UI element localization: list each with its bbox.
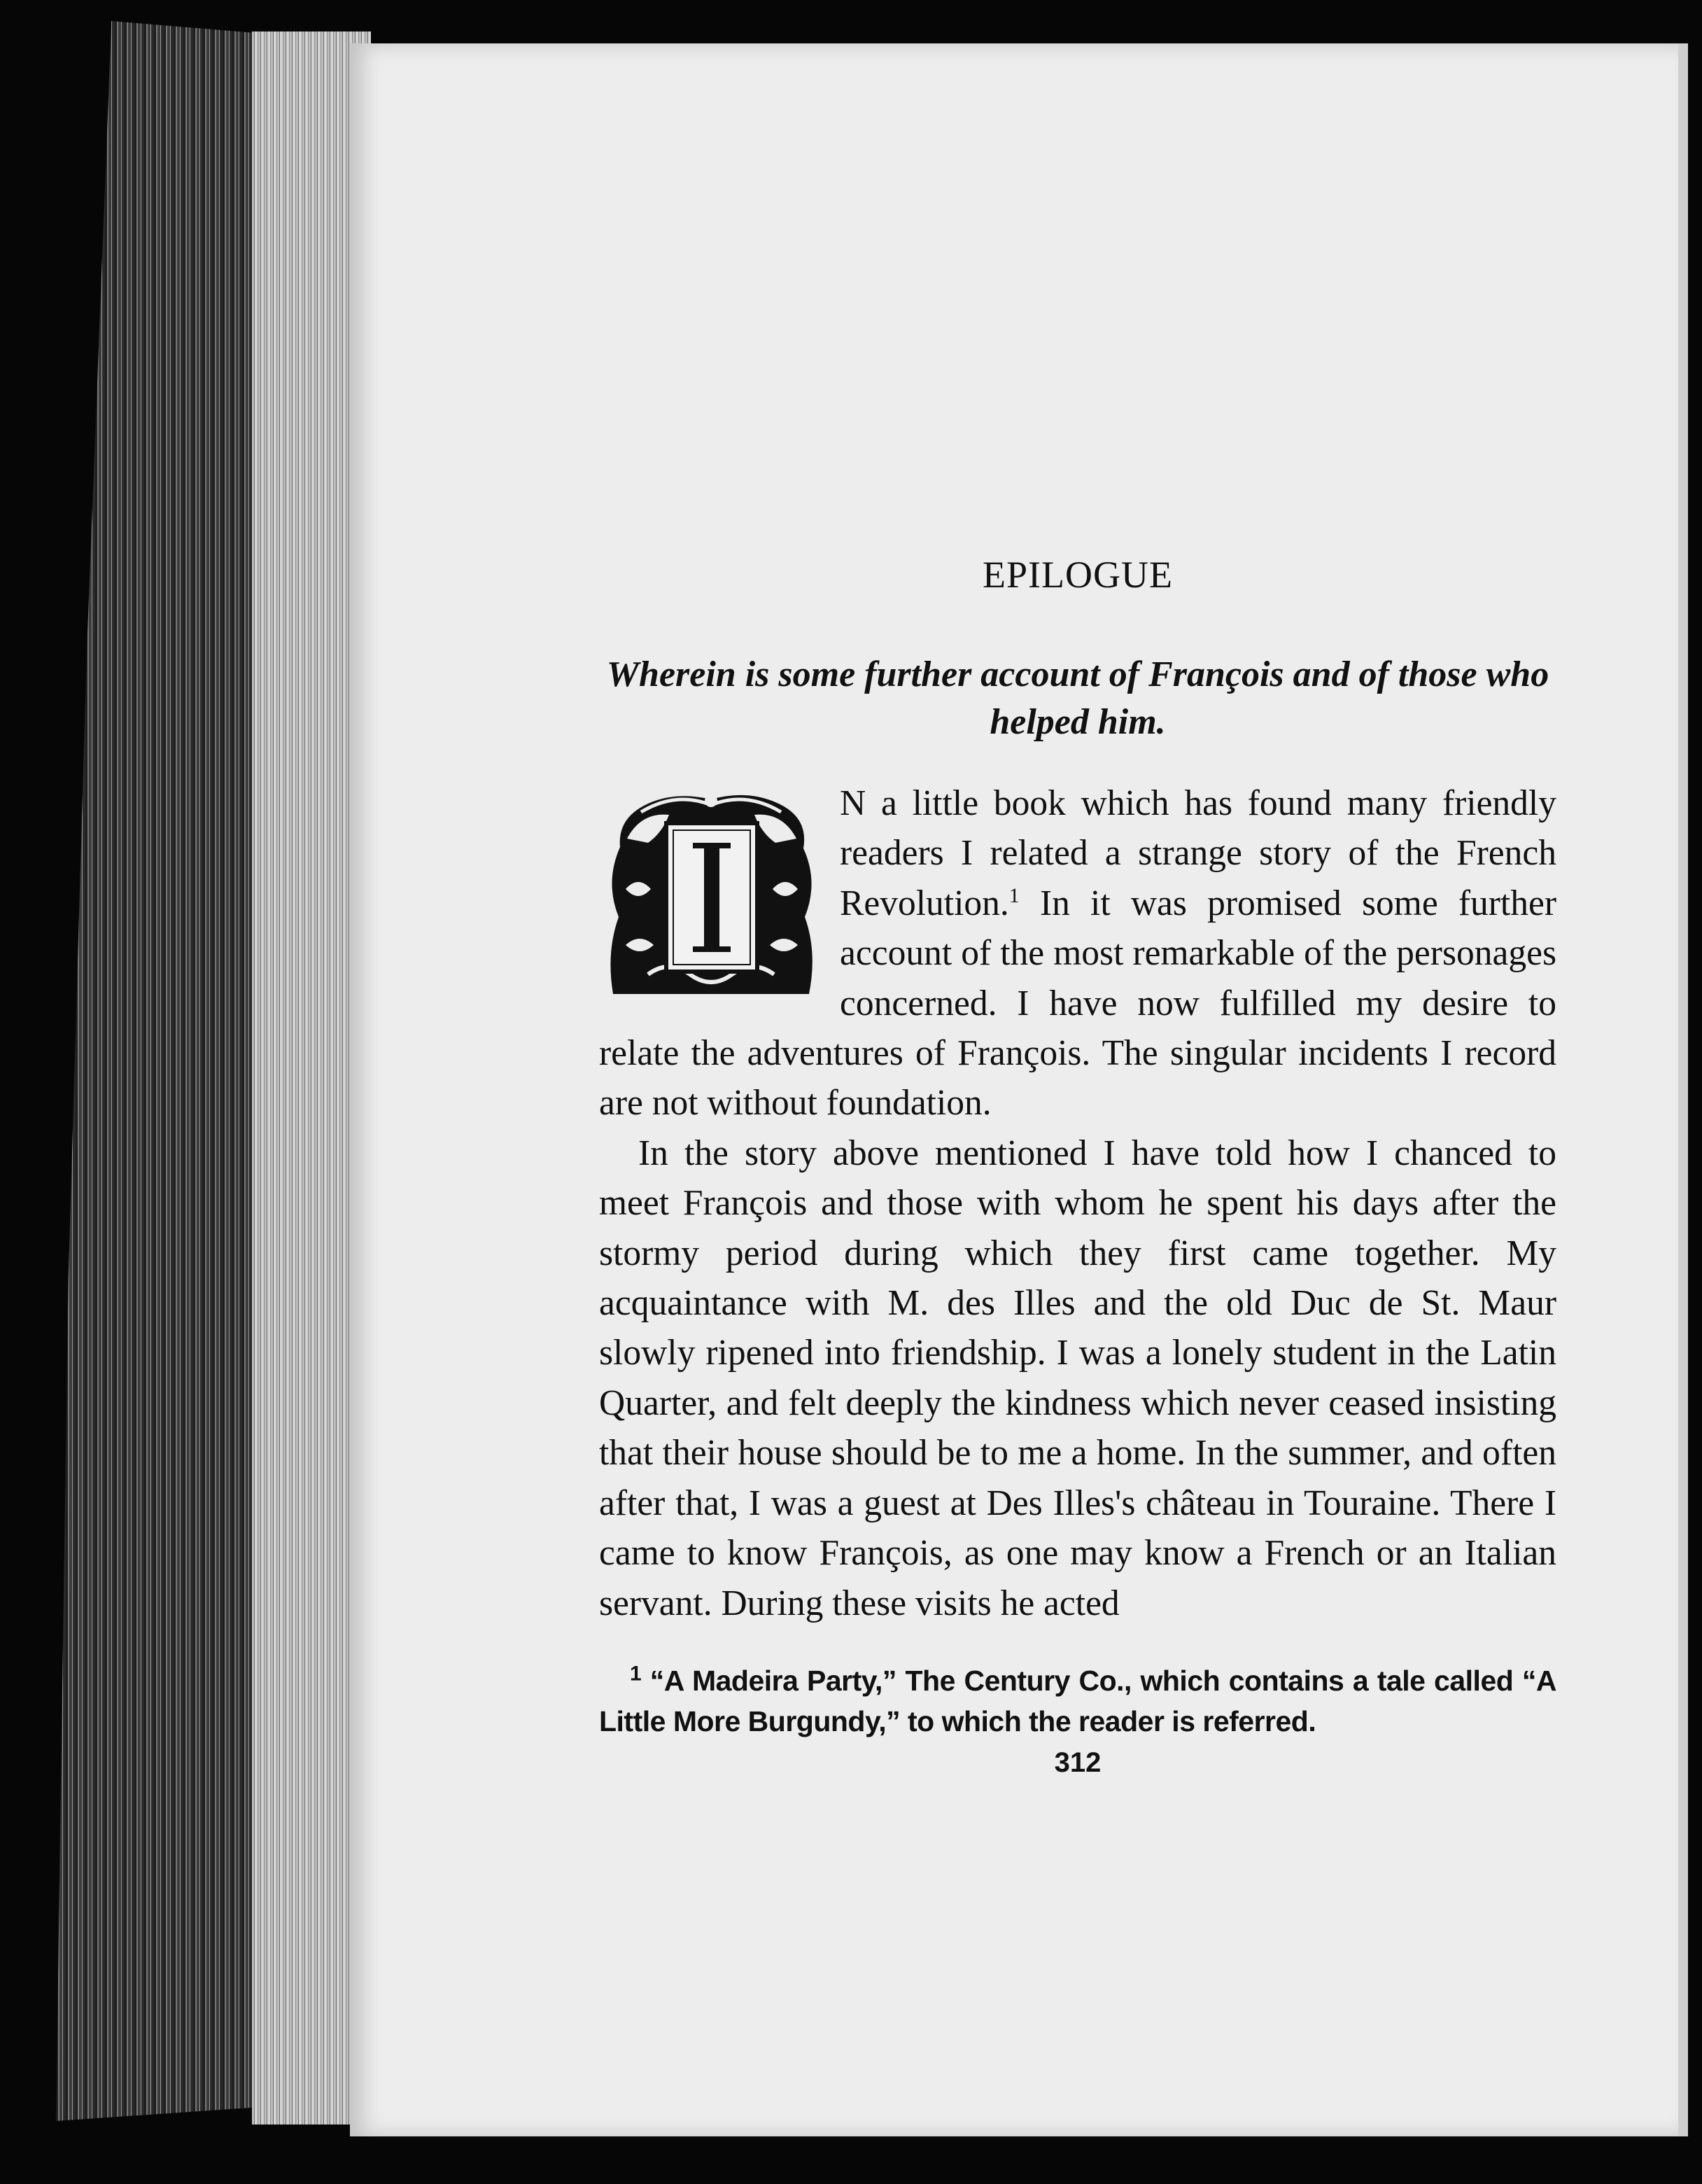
footnote-text: “A Madeira Party,” The Century Co., which contains a tale called “A Little More Burgundy,” to which the reader is referred. — [599, 1664, 1556, 1737]
ornamental-drop-cap — [599, 784, 824, 1005]
page-right-edge — [1678, 43, 1688, 2136]
footnote — [599, 1660, 1556, 1742]
chapter-subtitle: Wherein is some further account of François and of those who helped him. — [606, 654, 1549, 742]
chapter-title: EPILOGUE — [983, 554, 1173, 596]
paragraph-1-start: N a little book which has found many friendly readers I related a strange story of the French Revolution. — [840, 783, 1556, 923]
paragraph-2: In the story above mentioned I have told how I chanced to meet François and those with whom he spent his days after the stormy period during which they first came together. My acquaintance with M. des Illes and the old Duc de St. Maur slowly ripened into friendship. I was a lonely student in the Latin Quarter, and felt deeply the kindness which never ceased insisting that their house should be to me a home. In the summer, and often after that, I was a guest at Des Illes's château in Touraine. There I came to know François, as one may know a French or an Italian servant. During these visits he acted — [599, 1133, 1556, 1623]
footnote-reference: 1 — [1008, 883, 1020, 907]
body-text — [599, 778, 1556, 1628]
page-text-block — [599, 553, 1556, 1779]
paragraph-1-rest: In it was promised some further account of the most remarkable of the personages concerned. I have now fulfilled my desire to relate the adventures of François. The singular incidents I record are not without foundation. — [599, 883, 1556, 1124]
footnote-marker: 1 — [630, 1662, 642, 1686]
page-number: 312 — [1054, 1746, 1102, 1778]
footnote-line — [599, 1660, 1556, 1742]
